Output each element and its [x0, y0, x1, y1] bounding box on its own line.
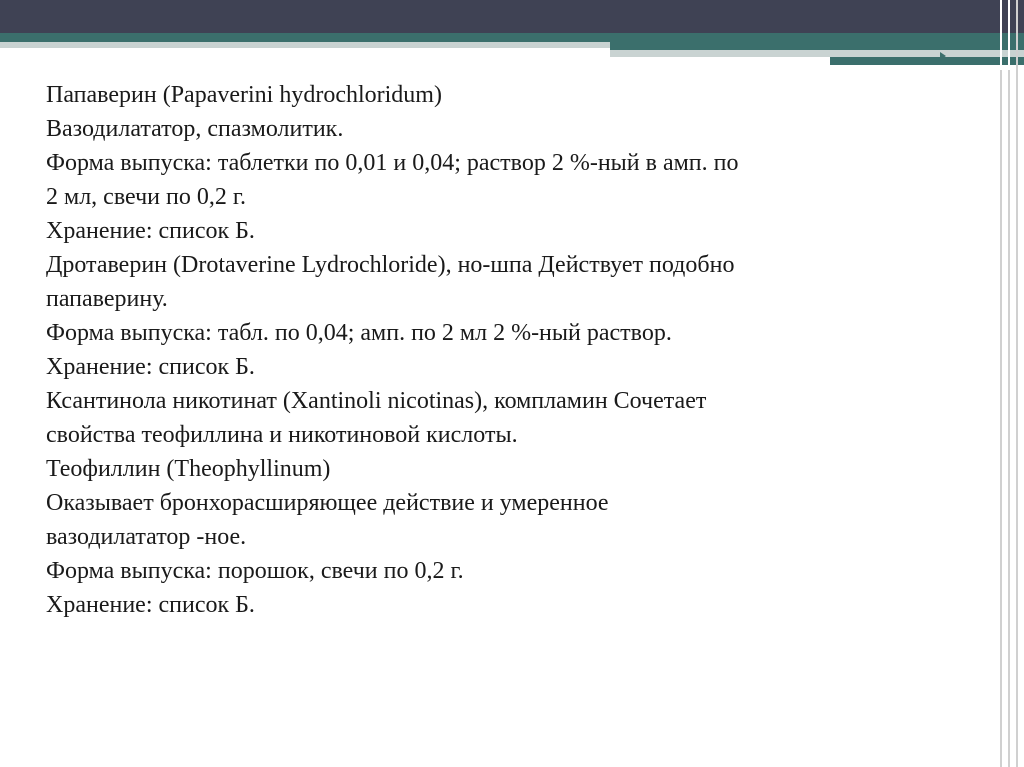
decor-line-gap: [1000, 0, 1002, 70]
text-line: Хранение: список Б.: [46, 354, 255, 380]
text-line: Оказывает бронхорасширяющее действие и умеренное: [46, 490, 609, 516]
header-step-band: [610, 50, 1024, 57]
decor-line: [1016, 0, 1018, 767]
text-line: 2 мл, свечи по 0,2 г.: [46, 184, 246, 210]
text-line: папаверину.: [46, 286, 168, 312]
text-line: Хранение: список Б.: [46, 218, 255, 244]
header-bar: [0, 0, 1024, 33]
decor-line: [1000, 0, 1002, 767]
text-line: Вазодилататор, спазмолитик.: [46, 116, 344, 142]
header-accent-bar: [0, 33, 1024, 42]
text-line: Форма выпуска: табл. по 0,04; амп. по 2 мл 2 %-ный раствор.: [46, 320, 672, 346]
text-line: Форма выпуска: таблетки по 0,01 и 0,04; раствор 2 %-ный в амп. по: [46, 150, 739, 176]
decor-line-gap: [1008, 0, 1010, 70]
text-line: вазодилататор -ное.: [46, 524, 247, 550]
bullet-arrow-icon: [940, 52, 946, 60]
text-line: свойства теофиллина и никотиновой кислоты.: [46, 422, 518, 448]
text-line: Теофиллин (Theophyllinum): [46, 456, 331, 482]
header-step-accent-2: [830, 57, 1024, 65]
header-step-accent: [610, 42, 1024, 50]
text-line: Дротаверин (Drotaverine Lydrochloride), но-шпа Действует подобно: [46, 252, 735, 278]
slide-body-text: [46, 78, 966, 622]
text-line: Хранение: список Б.: [46, 592, 255, 618]
text-line: Ксантинола никотинат (Xantinoli nicotinas), компламин Сочетает: [46, 388, 707, 414]
text-line: Форма выпуска: порошок, свечи по 0,2 г.: [46, 558, 464, 584]
decor-line: [1008, 0, 1010, 767]
text-line: Папаверин (Papaverini hydrochloridum): [46, 82, 442, 108]
